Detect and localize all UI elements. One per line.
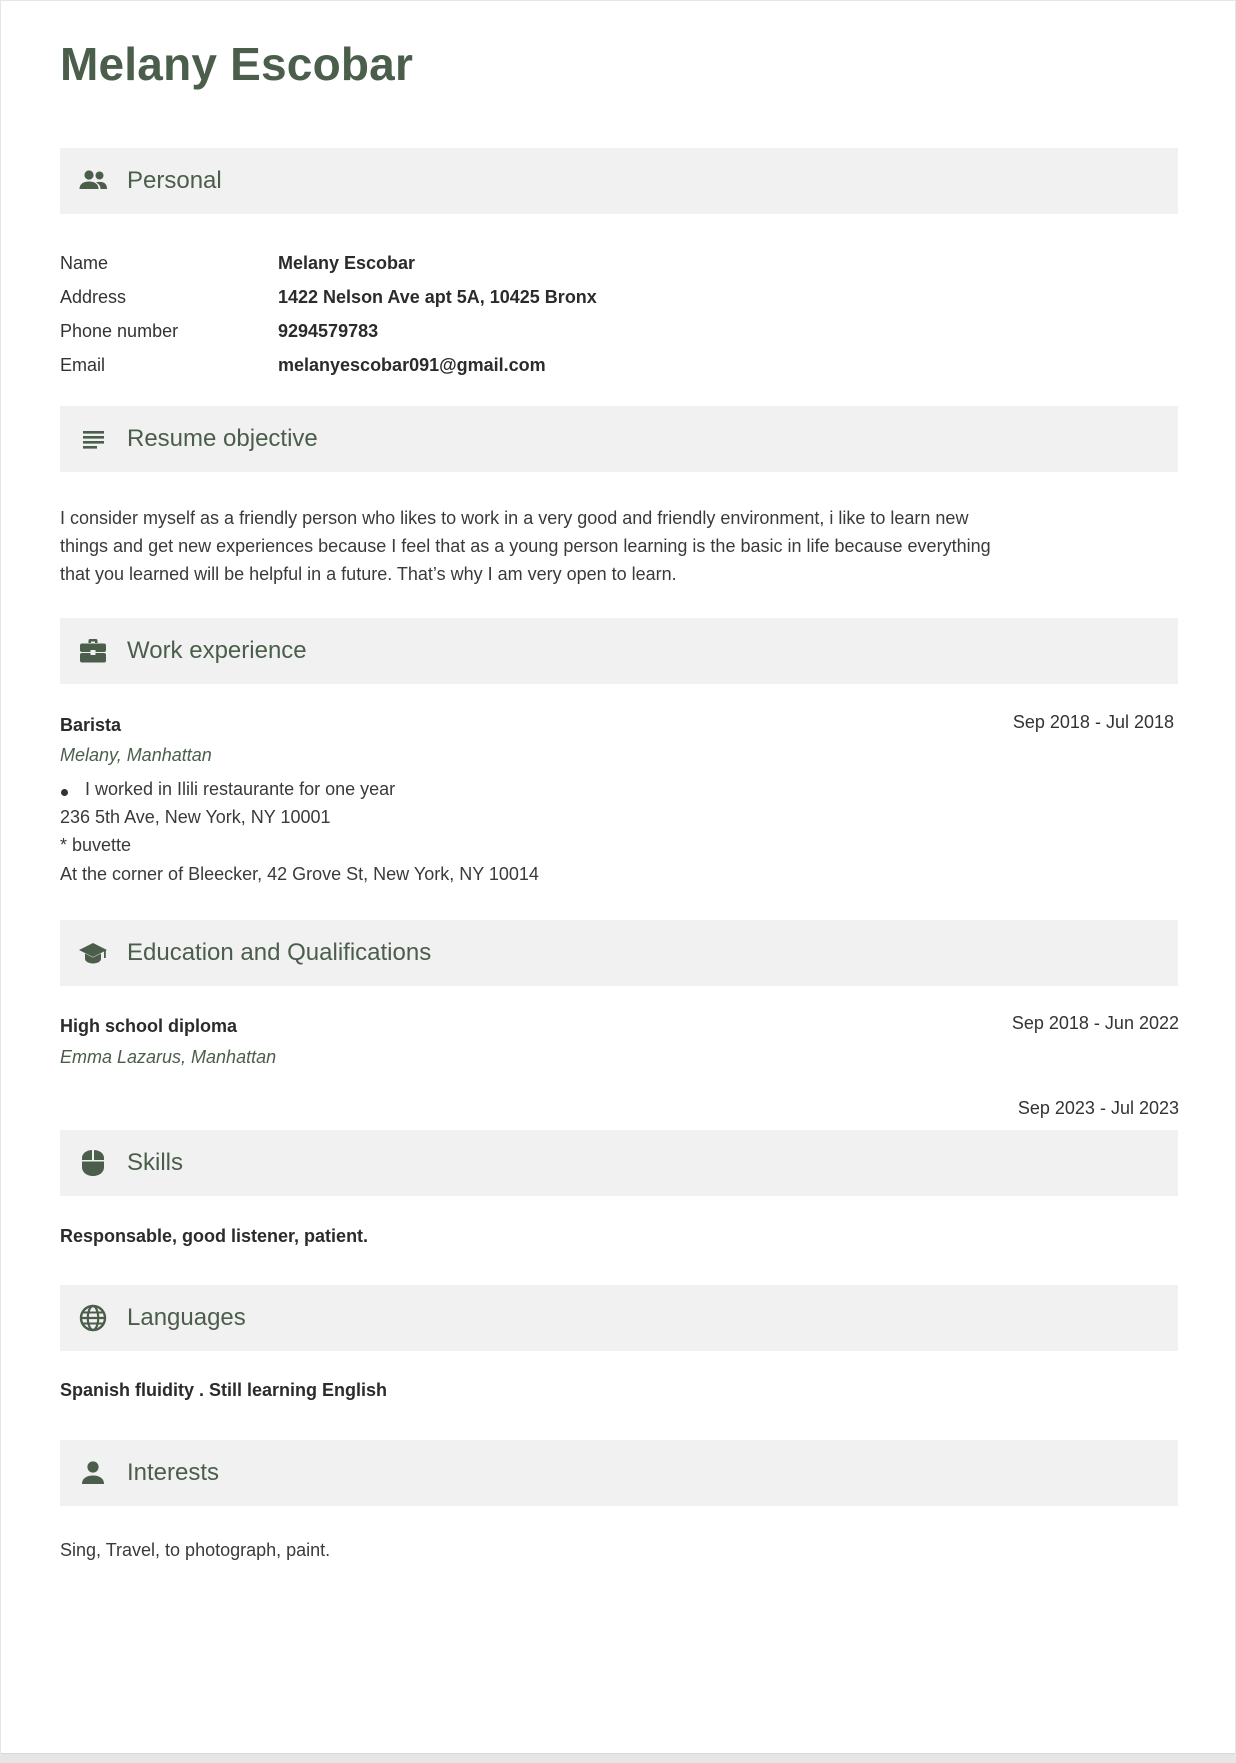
info-value: 1422 Nelson Ave apt 5A, 10425 Bronx bbox=[278, 287, 597, 307]
info-label: Address bbox=[60, 287, 127, 307]
education-dates: Sep 2018 - Jun 2022 bbox=[1011, 1013, 1179, 1033]
section-header-languages bbox=[60, 1285, 1178, 1351]
education-school: Emma Lazarus, Manhattan bbox=[60, 1047, 277, 1067]
section-title-objective: Resume objective bbox=[127, 425, 318, 452]
info-value: melanyescobar091@gmail.com bbox=[278, 355, 546, 375]
lines-icon bbox=[78, 425, 108, 453]
page-title: Melany Escobar bbox=[60, 38, 414, 90]
work-place: Melany, Manhattan bbox=[60, 745, 212, 765]
info-label: Email bbox=[60, 355, 106, 375]
section-header-objective bbox=[60, 406, 1178, 472]
skills-text: Responsable, good listener, patient. bbox=[60, 1226, 369, 1246]
education-dates-2: Sep 2023 - Jul 2023 bbox=[1017, 1098, 1179, 1118]
info-value: Melany Escobar bbox=[278, 253, 416, 273]
person-icon bbox=[78, 1459, 108, 1487]
briefcase-icon bbox=[78, 637, 108, 665]
work-dates: Sep 2018 - Jul 2018 bbox=[1012, 712, 1174, 732]
people-icon bbox=[78, 167, 108, 195]
info-label: Name bbox=[60, 253, 109, 273]
section-title-skills: Skills bbox=[127, 1149, 184, 1176]
work-line: 236 5th Ave, New York, NY 10001 bbox=[60, 807, 331, 827]
languages-text: Spanish fluidity . Still learning English bbox=[60, 1380, 388, 1400]
education-degree: High school diploma bbox=[60, 1016, 238, 1036]
section-header-skills bbox=[60, 1130, 1178, 1196]
bullet-text: I worked in Ilili restaurante for one year bbox=[85, 779, 396, 799]
section-header-work bbox=[60, 618, 1178, 684]
section-header-interests bbox=[60, 1440, 1178, 1506]
globe-icon bbox=[78, 1304, 108, 1332]
info-value: 9294579783 bbox=[278, 321, 379, 341]
bullet-dot bbox=[61, 789, 68, 796]
work-line: At the corner of Bleecker, 42 Grove St, New York, NY 10014 bbox=[60, 864, 539, 884]
interests-text: Sing, Travel, to photograph, paint. bbox=[60, 1540, 331, 1560]
section-header-personal bbox=[60, 148, 1178, 214]
section-title-interests: Interests bbox=[127, 1459, 220, 1486]
info-label: Phone number bbox=[60, 321, 179, 341]
section-header-education bbox=[60, 920, 1178, 986]
graduation-cap-icon bbox=[78, 939, 108, 967]
resume-page bbox=[1, 1, 1235, 1754]
section-title-education: Education and Qualifications bbox=[127, 939, 432, 966]
objective-text: I consider myself as a friendly person who likes to work in a very good and friendly environment, i like to learn new things and get new experiences because I feel that as a young person learning is the basic in life because everything that you learned will be helpful in a future. That’s why I am very open to learn. bbox=[60, 508, 991, 584]
section-title-languages: Languages bbox=[127, 1304, 246, 1331]
section-title-personal: Personal bbox=[127, 167, 222, 194]
mouse-icon bbox=[78, 1149, 108, 1177]
work-line: * buvette bbox=[60, 835, 132, 855]
section-title-work: Work experience bbox=[127, 637, 307, 664]
work-role: Barista bbox=[60, 715, 122, 735]
